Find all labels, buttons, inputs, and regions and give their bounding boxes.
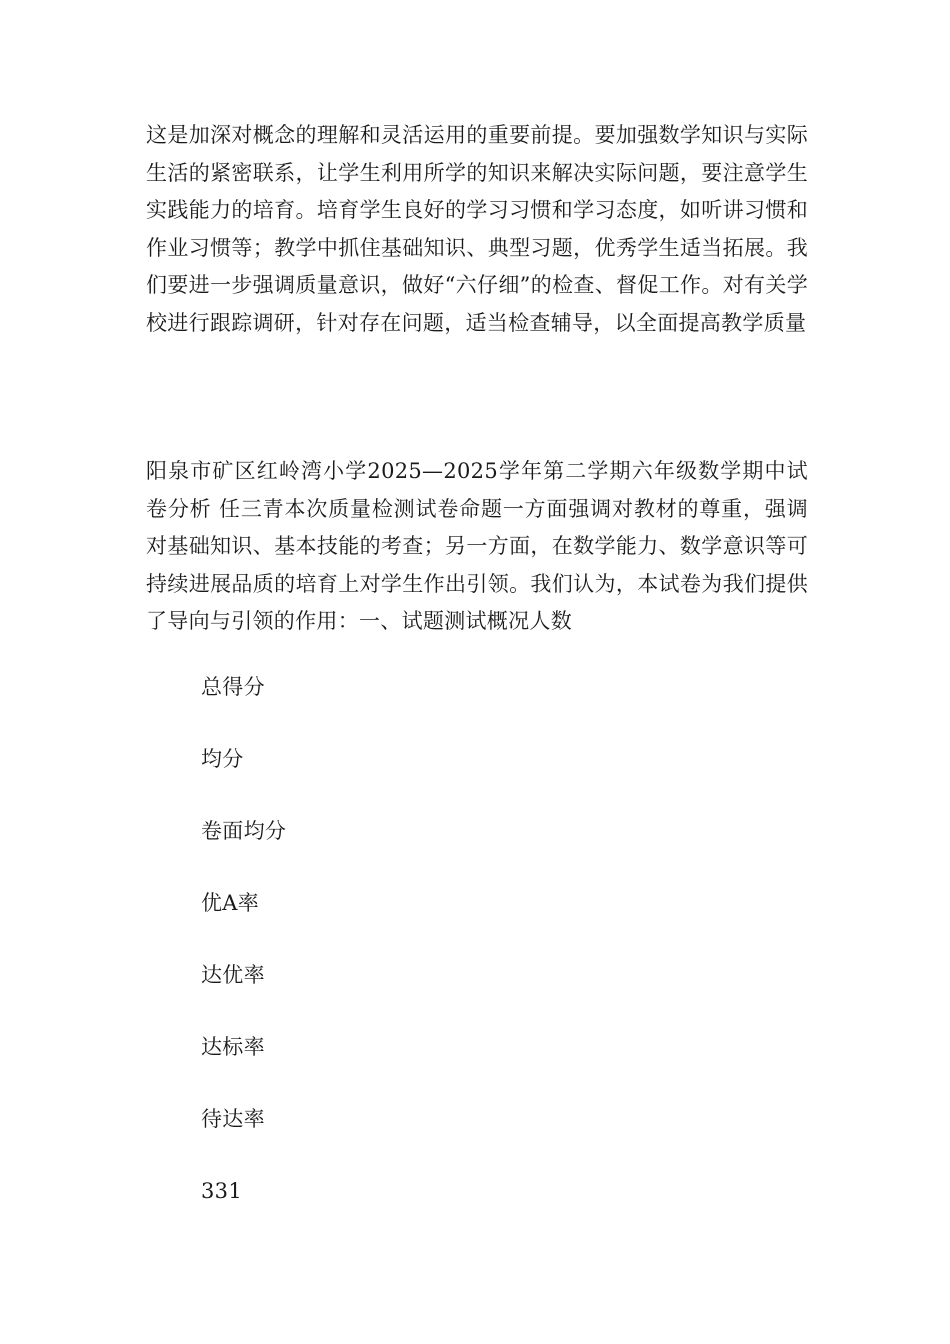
statistics-list [201,672,286,1248]
list-item-pending-rate: 待达率 [201,1107,265,1131]
list-item-value: 331 [201,1179,242,1203]
list-item-excellence-rate: 达优率 [201,963,265,987]
paragraph-conclusion: 这是加深对概念的理解和灵活运用的重要前提。要加强数学知识与实际生活的紧密联系，让学生利用所学的知识来解决实际问题，要注意学生实践能力的培育。培育学生良好的学习习惯和学习态度，如听讲习惯和作业习惯等；教学中抓住基础知识、典型习题，优秀学生适当拓展。我们要进一步强调质量意识，做好“六仔细”的检查、督促工作。对有关学校进行跟踪调研，针对存在问题，适当检查辅导，以全面提高教学质量 [146,123,808,335]
list-item-total-score: 总得分 [201,675,265,699]
list-item-paper-average: 卷面均分 [201,819,287,843]
list-item-excellent-a-rate: 优A率 [201,891,260,915]
paragraph-exam-analysis: 阳泉市矿区红岭湾小学2025—2025学年第二学期六年级数学期中试卷分析 任三青本次质量检测试卷命题一方面强调对教材的尊重，强调对基础知识、基本技能的考查；另一方面，在数学能力、数学意识等可持续进展品质的培育上对学生作出引领。我们认为，本试卷为我们提供了导向与引领的作用：一、试题测试概况人数 [146,459,808,633]
list-item-average: 均分 [201,747,244,771]
list-item-pass-rate: 达标率 [201,1035,265,1059]
